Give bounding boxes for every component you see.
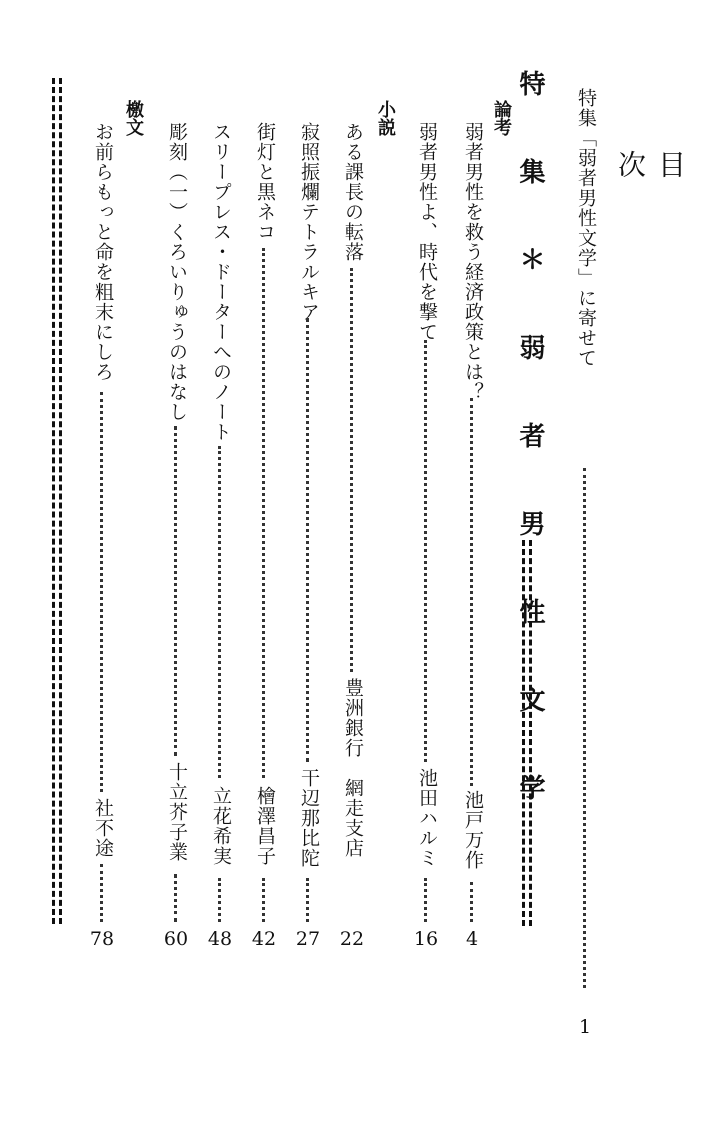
toc-entry[interactable] bbox=[208, 122, 232, 1146]
page-number: 22 bbox=[339, 928, 365, 950]
entry-title: 彫刻（一）くろいりゅうのはなし bbox=[166, 122, 188, 422]
entry-title: スリープレス・ドーターへのノート bbox=[210, 122, 232, 442]
leader-dots bbox=[100, 864, 106, 922]
toc-entry-intro[interactable] bbox=[573, 88, 597, 1112]
leader-dots bbox=[424, 340, 430, 762]
section-heading-ronko: 論考 bbox=[491, 100, 512, 136]
entry-author: 檜澤昌子 bbox=[254, 786, 276, 866]
page-number: 4 bbox=[465, 928, 479, 950]
leader-dots bbox=[424, 878, 430, 922]
entry-title: ある課長の転落 bbox=[342, 122, 364, 262]
toc-entry[interactable] bbox=[460, 122, 484, 1146]
leader-dots bbox=[262, 878, 268, 922]
page-border-line bbox=[52, 78, 62, 924]
toc-entry[interactable] bbox=[414, 122, 438, 1146]
entry-author: 十立芥子業 bbox=[166, 762, 188, 862]
leader-dots bbox=[218, 446, 224, 778]
toc-entry[interactable] bbox=[164, 122, 188, 1146]
leader-dots bbox=[174, 426, 180, 756]
entry-author: 豊洲銀行 網走支店 bbox=[342, 678, 364, 858]
section-heading-shosetsu: 小説 bbox=[375, 100, 396, 136]
entry-title: 寂照振爛テトラルキア bbox=[298, 122, 320, 322]
toc-entry[interactable] bbox=[340, 122, 364, 1146]
toc-entry[interactable] bbox=[252, 122, 276, 1146]
leader-dots bbox=[470, 882, 476, 922]
entry-author: 池戸万作 bbox=[462, 790, 484, 870]
entry-author: 池田ハルミ bbox=[416, 768, 438, 868]
page-number: 78 bbox=[89, 928, 115, 950]
leader-dots bbox=[306, 878, 312, 922]
feature-divider bbox=[522, 540, 532, 926]
feature-title: 特 集 ＊ 弱 者 男 性 文 学 bbox=[515, 70, 545, 816]
page-number: 42 bbox=[251, 928, 277, 950]
leader-dots bbox=[218, 878, 224, 922]
leader-dots bbox=[262, 248, 268, 778]
entry-title: 特集「弱者男性文学」に寄せて bbox=[575, 88, 597, 368]
section-heading-gekibun: 檄文 bbox=[123, 100, 144, 136]
leader-dots bbox=[470, 398, 476, 786]
entry-title: お前らもっと命を粗末にしろ bbox=[92, 122, 114, 382]
toc-entry[interactable] bbox=[296, 122, 320, 1146]
toc-entry[interactable] bbox=[90, 122, 114, 1146]
page-title bbox=[610, 150, 687, 240]
toc-heading: 目 次 bbox=[614, 150, 687, 196]
leader-dots bbox=[100, 392, 106, 792]
page-number: 16 bbox=[413, 928, 439, 950]
leader-dots bbox=[350, 268, 356, 672]
entry-title: 弱者男性よ、時代を撃て bbox=[416, 122, 438, 342]
entry-author: 干辺那比陀 bbox=[298, 768, 320, 868]
entry-author: 社不途 bbox=[92, 798, 114, 858]
leader-dots bbox=[174, 874, 180, 922]
entry-title: 街灯と黒ネコ bbox=[254, 122, 276, 242]
page-number: 27 bbox=[295, 928, 321, 950]
page-number: 60 bbox=[163, 928, 189, 950]
page-number: 1 bbox=[578, 1016, 592, 1038]
entry-title: 弱者男性を救う経済政策とは？ bbox=[462, 122, 484, 402]
leader-dots bbox=[306, 318, 312, 762]
leader-dots bbox=[583, 468, 589, 988]
entry-author: 立花希実 bbox=[210, 786, 232, 866]
page-number: 48 bbox=[207, 928, 233, 950]
